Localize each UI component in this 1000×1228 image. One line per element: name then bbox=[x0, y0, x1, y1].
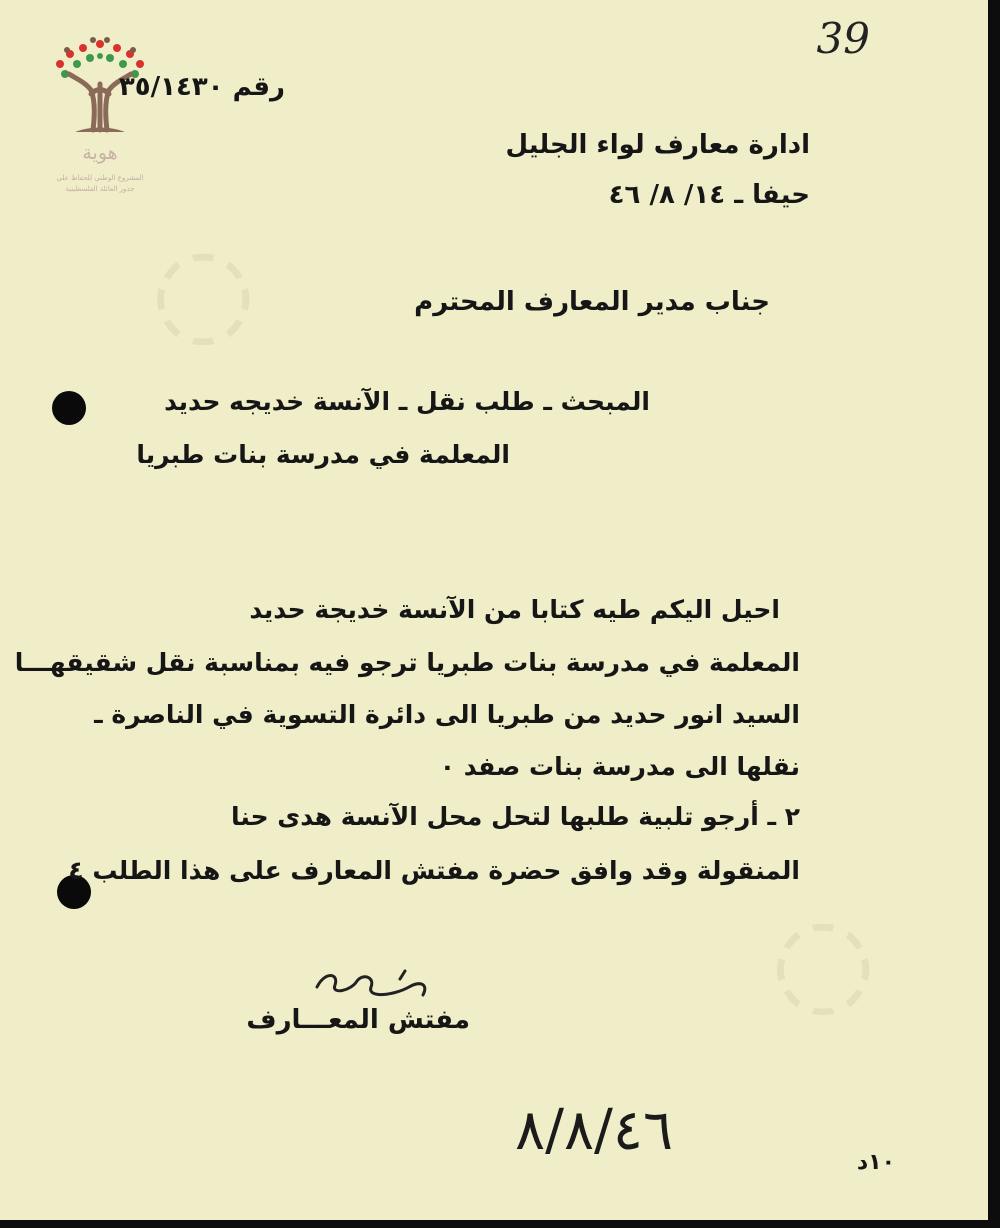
punch-hole bbox=[52, 391, 86, 425]
place-and-date: حيفا ـ ١٤/ ٨/ ٤٦ bbox=[608, 180, 810, 210]
archive-logo bbox=[45, 34, 155, 199]
bleed-through-mark: ◌ bbox=[142, 247, 282, 352]
subject-line: المبحث ـ طلب نقل ـ الآنسة خديجه حديد bbox=[164, 387, 650, 416]
body-line: ٢ ـ أرجو تلبية طلبها لتحل محل الآنسة هدى حنا bbox=[230, 802, 800, 831]
footer-mark: ١٠د bbox=[856, 1150, 895, 1175]
body-line: احيل اليكم طيه كتابا من الآنسة خديجة حديد bbox=[249, 595, 780, 624]
reference-number: رقم ٣٥/١٤٣٠ bbox=[118, 72, 285, 102]
body-line: المنقولة وقد وافق حضرة مفتش المعارف على هذا الطلب ٤ bbox=[68, 856, 800, 885]
subject-line: المعلمة في مدرسة بنات طبريا bbox=[136, 440, 510, 469]
signatory-title: مفتش المعـــارف bbox=[246, 1005, 470, 1035]
body-line: المعلمة في مدرسة بنات طبريا ترجو فيه بمناسبة نقل شقيقهـــا bbox=[14, 648, 800, 677]
logo-name: هوية bbox=[82, 142, 118, 164]
logo-tagline: المشروع الوطني للحفاظ على bbox=[56, 174, 144, 182]
page-number: 39 bbox=[816, 14, 870, 63]
body-line: السيد انور حديد من طبريا الى دائرة التسوية في الناصرة ـ bbox=[94, 700, 800, 729]
handwritten-date: ٨/٨/٤٦ bbox=[515, 1098, 674, 1163]
bleed-through-mark: ◌ bbox=[762, 917, 902, 1022]
body-line: نقلها الى مدرسة بنات صفد ٠ bbox=[439, 752, 800, 781]
sender-department: ادارة معارف لواء الجليل bbox=[505, 130, 810, 160]
logo-tagline: جذور العائلة الفلسطينية bbox=[65, 185, 135, 193]
scan-edge bbox=[0, 1220, 1000, 1228]
scan-edge bbox=[988, 0, 1000, 1228]
salutation: جناب مدير المعارف المحترم bbox=[414, 287, 770, 317]
